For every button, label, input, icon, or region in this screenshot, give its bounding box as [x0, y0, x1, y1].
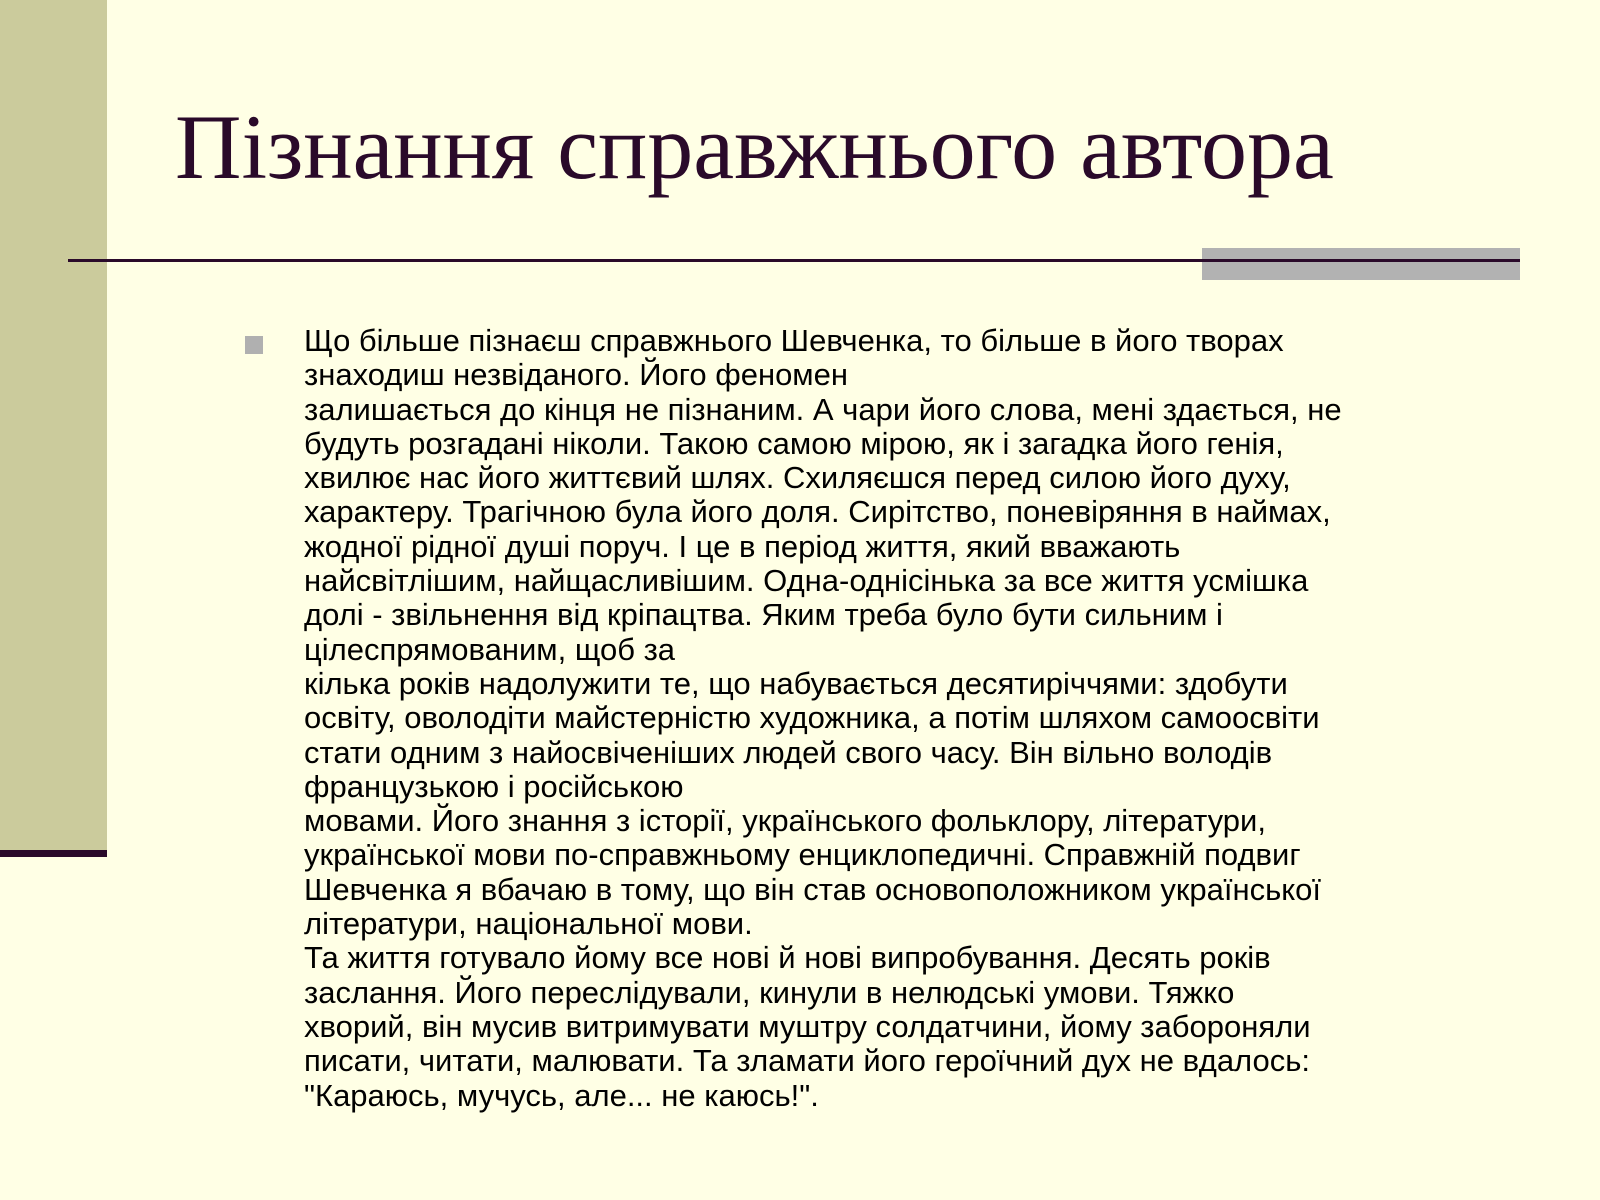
bullet-text-line: літератури, національної мови. — [304, 906, 753, 942]
bullet-text-line: залишається до кінця не пізнаним. А чари його слова, мені здається, не — [304, 391, 1342, 427]
square-bullet-icon — [245, 336, 263, 354]
bullet-text-line: хвилює нас його життєвий шлях. Схиляєшся перед силою його духу, — [304, 460, 1291, 496]
bullet-text-line: писати, читати, малювати. Та зламати його героїчний дух не вдалось: — [304, 1043, 1311, 1079]
bullet-text-line: Що більше пізнаєш справжнього Шевченка, то більше в його творах — [304, 323, 1284, 358]
bullet-text-line: Та життя готувало йому все нові й нові випробування. Десять років — [304, 940, 1271, 976]
slide-title: Пізнання справжнього автора — [175, 96, 1334, 198]
left-decorative-stripe — [0, 0, 107, 850]
bullet-text-line: характеру. Трагічною була його доля. Сирітство, поневіряння в наймах, — [304, 494, 1331, 530]
bullet-text-line: мовами. Його знання з історії, українського фольклору, літератури, — [304, 803, 1266, 839]
bullet-text-line: української мови по-справжньому енциклопедичні. Справжній подвиг — [304, 837, 1301, 873]
bullet-text-line: хворий, він мусив витримувати муштру солдатчини, йому забороняли — [304, 1008, 1311, 1044]
bullet-text-line: французькою і російською — [304, 768, 684, 804]
bullet-text-line: кілька років надолужити те, що набувається десятиріччями: здобути — [304, 665, 1288, 701]
bullet-text-line: "Караюсь, мучусь, але... не каюсь!". — [304, 1077, 819, 1113]
bullet-text-line: заслання. Його переслідували, кинули в нелюдські умови. Тяжко — [304, 974, 1235, 1010]
title-accent-bar — [1202, 248, 1520, 280]
bullet-text-line: жодної рідної душі поруч. І це в період життя, який вважають — [304, 528, 1181, 564]
bullet-text-line: цілеспрямованим, щоб за — [304, 631, 676, 667]
bullet-text-line: стати одним з найосвіченіших людей свого часу. Він вільно володів — [304, 734, 1273, 770]
bullet-text-line: найсвітлішим, найщасливішим. Одна-однісінька за все життя усмішка — [304, 563, 1309, 599]
bullet-text — [304, 324, 1534, 1113]
bullet-text-line: знаходиш незвіданого. Його феномен — [304, 357, 848, 393]
bullet-text-line: долі - звільнення від кріпацтва. Яким треба було бути сильним і — [304, 597, 1223, 633]
bullet-text-line: освіту, оволодіти майстерністю художника, а потім шляхом самоосвіти — [304, 700, 1320, 736]
bullet-text-line: будуть розгадані ніколи. Такою самою мірою, як і загадка його генія, — [304, 425, 1284, 461]
title-accent-line — [1202, 259, 1520, 262]
bullet-text-line: Шевченка я вбачаю в тому, що він став основоположником української — [304, 871, 1322, 907]
left-stripe-rule — [0, 850, 107, 857]
